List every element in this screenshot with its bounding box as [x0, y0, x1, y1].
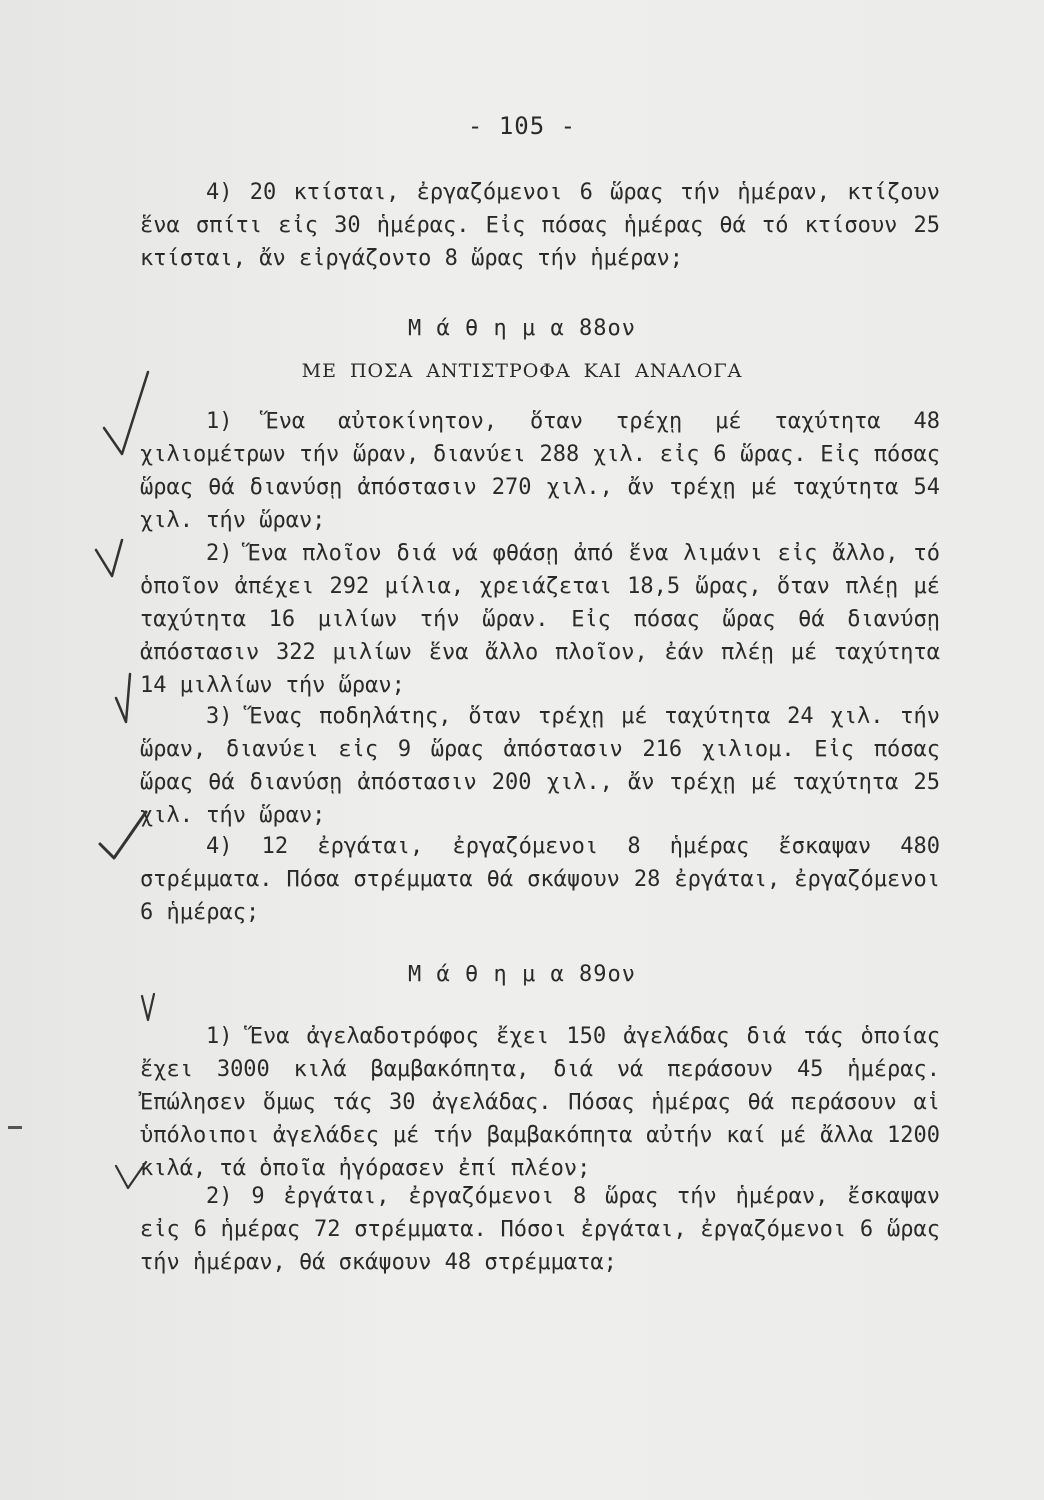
- problem-text: 4) 12 ἐργάται, ἐργαζόμενοι 8 ἡμέρας ἔσκαψαν 480 στρέμματα. Πόσα στρέμματα θά σκάψουν 28 ἐργάται, ἐργαζόμενοι 6 ἡμέρας;: [140, 834, 940, 925]
- lesson-88-problem-4: [140, 830, 940, 929]
- page-number: - 105 -: [467, 112, 577, 140]
- lesson-88-problem-1: [140, 405, 940, 537]
- lesson-89-problem-2: [140, 1180, 940, 1279]
- lesson-88-title: Μ ά θ η μ α 88ον: [408, 316, 636, 341]
- problem-text: 1) Ἕνα ἀγελαδοτρόφος ἔχει 150 ἀγελάδας διά τάς ὁποίας ἔχει 3000 κιλά βαμβακόπητα, διά νά περάσουν 45 ἡμέρας. Ἐπώλησεν ὅμως τάς 30 ἀγελάδας. Πόσας ἡμέρας θά περάσουν αἱ ὑπόλοιποι ἀγελάδες μέ τήν βαμβακόπητα αὐτήν καί μέ ἄλλα 1200 κιλά, τά ὁποῖα ἠγόρασεν ἐπί πλέον;: [140, 1024, 940, 1181]
- margin-mark: [8, 1126, 22, 1129]
- intro-problem: [140, 176, 940, 275]
- check-mark-icon: [96, 808, 152, 862]
- lesson-89-problem-1: [140, 1020, 940, 1185]
- problem-text: 2) Ἕνα πλοῖον διά νά φθάσῃ ἀπό ἕνα λιμάνι εἰς ἄλλο, τό ὁποῖον ἀπέχει 292 μίλια, χρειάζεται 18,5 ὥρας, ὅταν πλέῃ μέ ταχύτητα 16 μιλίων τήν ὥραν. Εἰς πόσας ὥρας θά διανύσῃ ἀπόστασιν 322 μιλίων ἕνα ἄλλο πλοῖον, ἐάν πλέῃ μέ ταχύτητα 14 μιλλίων τήν ὥραν;: [140, 541, 940, 698]
- problem-text: 2) 9 ἐργάται, ἐργαζόμενοι 8 ὥρας τήν ἡμέραν, ἔσκαψαν εἰς 6 ἡμέρας 72 στρέμματα. Πόσοι ἐργάται, ἐργαζόμενοι 6 ὥρας τήν ἡμέραν, θά σκάψουν 48 στρέμματα;: [140, 1184, 940, 1275]
- lesson-89-title: Μ ά θ η μ α 89ον: [408, 962, 636, 987]
- check-mark-icon: [100, 370, 152, 460]
- problem-text: 4) 20 κτίσται, ἐργαζόμενοι 6 ὥρας τήν ἡμέραν, κτίζουν ἕνα σπίτι εἰς 30 ἡμέρας. Εἰς πόσας ἡμέρας θά τό κτίσουν 25 κτίσται, ἄν εἰργάζοντο 8 ὥρας τήν ἡμέραν;: [140, 180, 940, 271]
- problem-text: 3) Ἕνας ποδηλάτης, ὅταν τρέχῃ μέ ταχύτητα 24 χιλ. τήν ὥραν, διανύει εἰς 9 ὥρας ἀπόστασιν 216 χιλιομ. Εἰς πόσας ὥρας θά διανύσῃ ἀπόστασιν 200 χιλ., ἄν τρέχῃ μέ ταχύτητα 25 χιλ. τήν ὥραν;: [140, 704, 940, 828]
- problem-text: 1) Ἕνα αὐτοκίνητον, ὅταν τρέχῃ μέ ταχύτητα 48 χιλιομέτρων τήν ὥραν, διανύει 288 χιλ. εἰς 6 ὥρας. Εἰς πόσας ὥρας θά διανύσῃ ἀπόστασιν 270 χιλ., ἄν τρέχῃ μέ ταχύτητα 54 χιλ. τήν ὥραν;: [140, 409, 940, 533]
- check-mark-icon: [112, 1158, 152, 1194]
- lesson-88-problem-2: [140, 537, 940, 702]
- lesson-88-subtitle: ΜΕ ΠΟΣΑ ΑΝΤΙΣΤΡΟΦΑ ΚΑΙ ΑΝΑΛΟΓΑ: [301, 360, 743, 382]
- check-mark-icon: [92, 536, 140, 582]
- check-mark-icon: [112, 670, 142, 726]
- lesson-88-problem-3: [140, 700, 940, 832]
- check-mark-icon: [138, 990, 158, 1024]
